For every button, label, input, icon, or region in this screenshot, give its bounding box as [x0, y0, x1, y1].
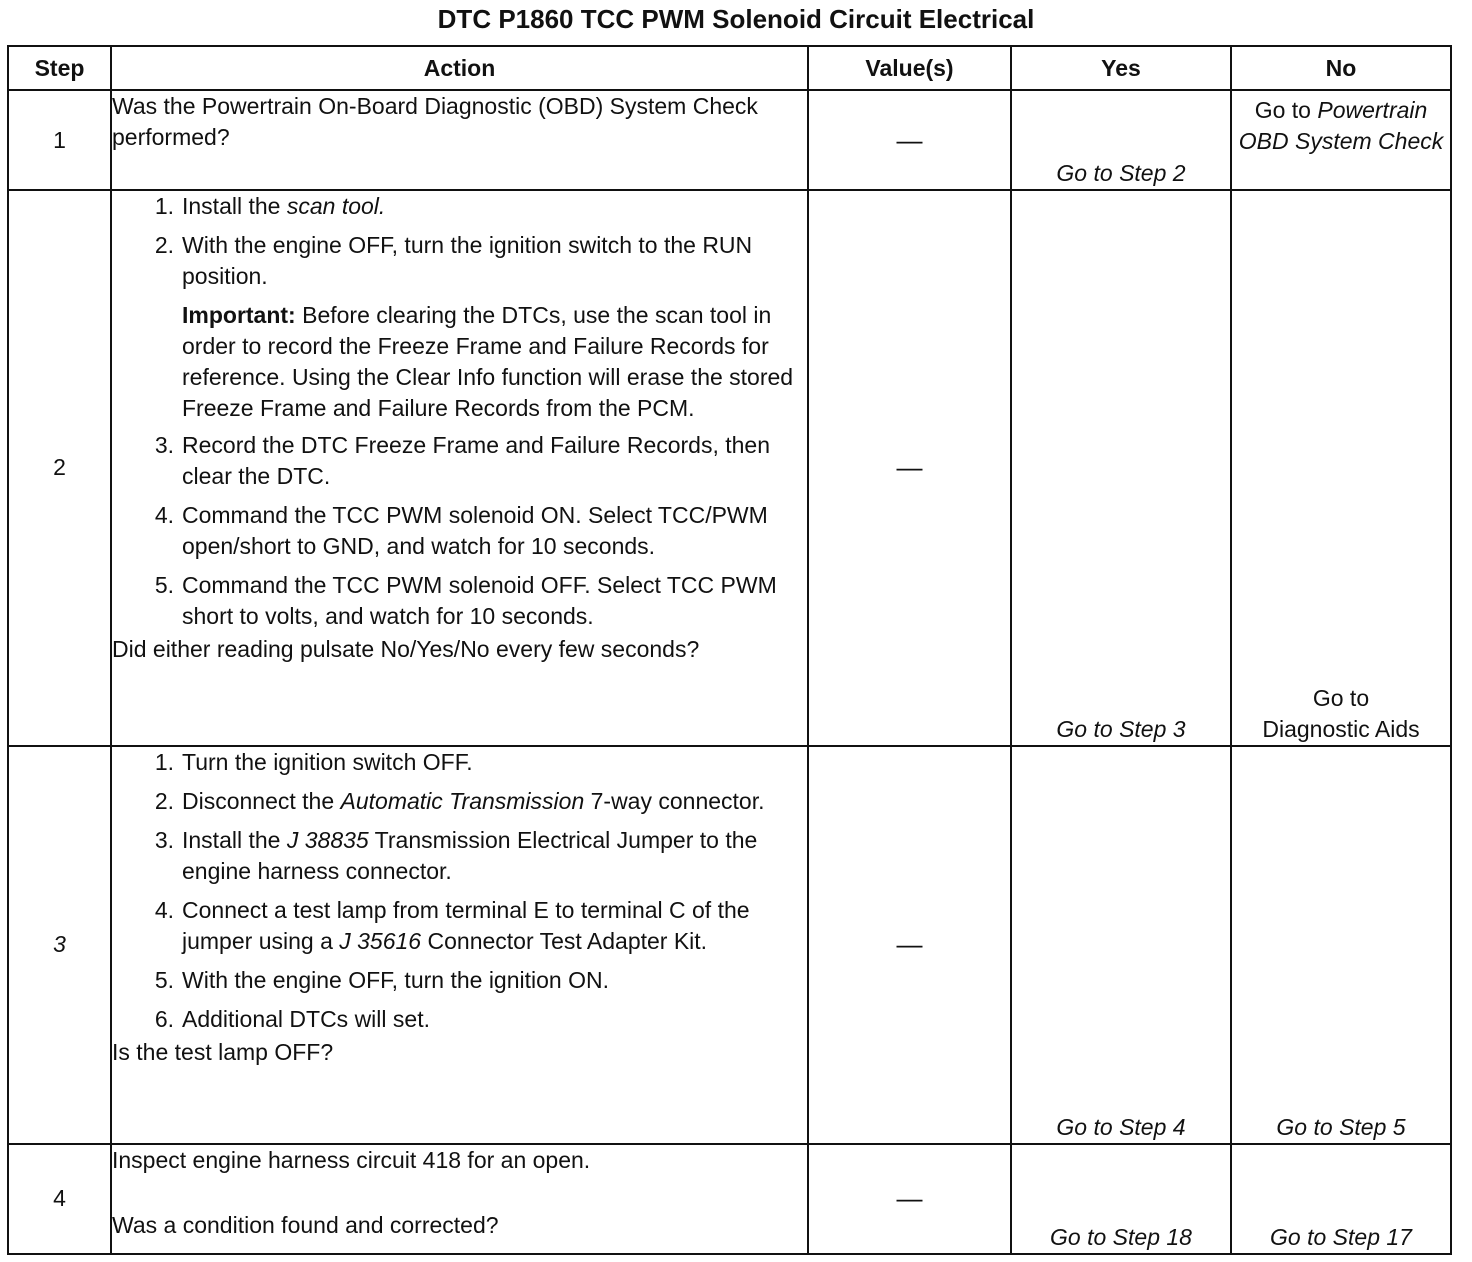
page-title: DTC P1860 TCC PWM Solenoid Circuit Electrical — [437, 4, 1035, 34]
list-item: 4. Command the TCC PWM solenoid ON. Select TCC/PWM open/short to GND, and watch for 10 seconds. — [154, 502, 768, 560]
header-no: No — [1231, 46, 1451, 90]
header-values: Value(s) — [808, 46, 1011, 90]
action-text: Inspect engine harness circuit 418 for an open. — [112, 1146, 591, 1173]
list-item: 4. Connect a test lamp from terminal E to terminal C of the jumper using a J 35616 Connector Test Adapter Kit. — [154, 896, 750, 954]
header-action: Action — [111, 46, 808, 90]
table-row — [8, 746, 1451, 1144]
action-cell — [111, 190, 808, 745]
no-link[interactable]: Go to Diagnostic Aids — [1231, 190, 1451, 745]
list-item: 5. Command the TCC PWM solenoid OFF. Select TCC PWM short to volts, and watch for 10 seconds. — [154, 572, 777, 630]
list-item: 1. Install the scan tool. — [154, 193, 386, 220]
header-yes: Yes — [1011, 46, 1231, 90]
list-item: 2. With the engine OFF, turn the ignition switch to the RUN position. — [154, 232, 753, 290]
action-cell — [111, 1144, 808, 1254]
table-row — [8, 190, 1451, 745]
list-item: 5. With the engine OFF, turn the ignition ON. — [154, 966, 609, 993]
action-text: Was the Powertrain On-Board Diagnostic (OBD) System Check performed? — [112, 93, 758, 150]
diagnostic-table — [7, 45, 1452, 1255]
no-link[interactable]: Go to Step 5 — [1231, 746, 1451, 1144]
no-link[interactable]: Go to Step 17 — [1231, 1144, 1451, 1254]
important-note: Important: Before clearing the DTCs, use the scan tool in order to record the Freeze Frame and Failure Records for reference. Using the Clear Info function will erase the stored Freeze Frame and Failure Records from the PCM. — [182, 302, 794, 422]
yes-link[interactable]: Go to Step 3 — [1011, 190, 1231, 745]
action-question: Was a condition found and corrected? — [112, 1211, 499, 1238]
action-steps-continued — [112, 430, 807, 632]
no-link-prefix: Go to — [1254, 97, 1318, 123]
header-step: Step — [8, 46, 111, 90]
list-item: 3. Record the DTC Freeze Frame and Failure Records, then clear the DTC. — [154, 432, 771, 490]
list-item: 2. Disconnect the Automatic Transmission 7-way connector. — [154, 787, 765, 814]
value-cell: — — [808, 1144, 1011, 1254]
no-link[interactable] — [1231, 90, 1451, 190]
table-row — [8, 90, 1451, 190]
step-number: 3 — [8, 746, 111, 1144]
step-number: 4 — [8, 1144, 111, 1254]
list-item: 3. Install the J 38835 Transmission Electrical Jumper to the engine harness connector. — [154, 826, 758, 884]
action-question: Did either reading pulsate No/Yes/No every few seconds? — [112, 636, 700, 663]
yes-link[interactable]: Go to Step 18 — [1011, 1144, 1231, 1254]
value-cell: — — [808, 90, 1011, 190]
value-cell: — — [808, 746, 1011, 1144]
yes-link[interactable]: Go to Step 2 — [1011, 90, 1231, 190]
list-item: 1. Turn the ignition switch OFF. — [154, 748, 473, 775]
list-item: 6. Additional DTCs will set. — [154, 1005, 430, 1032]
action-steps — [112, 747, 807, 1035]
no-link-target: Powertrain OBD System Check — [1238, 97, 1444, 154]
table-row — [8, 1144, 1451, 1254]
action-steps — [112, 191, 807, 292]
value-cell: — — [808, 190, 1011, 745]
step-number: 2 — [8, 190, 111, 745]
action-cell — [111, 746, 808, 1144]
action-cell — [111, 90, 808, 190]
step-number: 1 — [8, 90, 111, 190]
yes-link[interactable]: Go to Step 4 — [1011, 746, 1231, 1144]
action-question: Is the test lamp OFF? — [112, 1038, 334, 1065]
header-row — [8, 46, 1451, 90]
